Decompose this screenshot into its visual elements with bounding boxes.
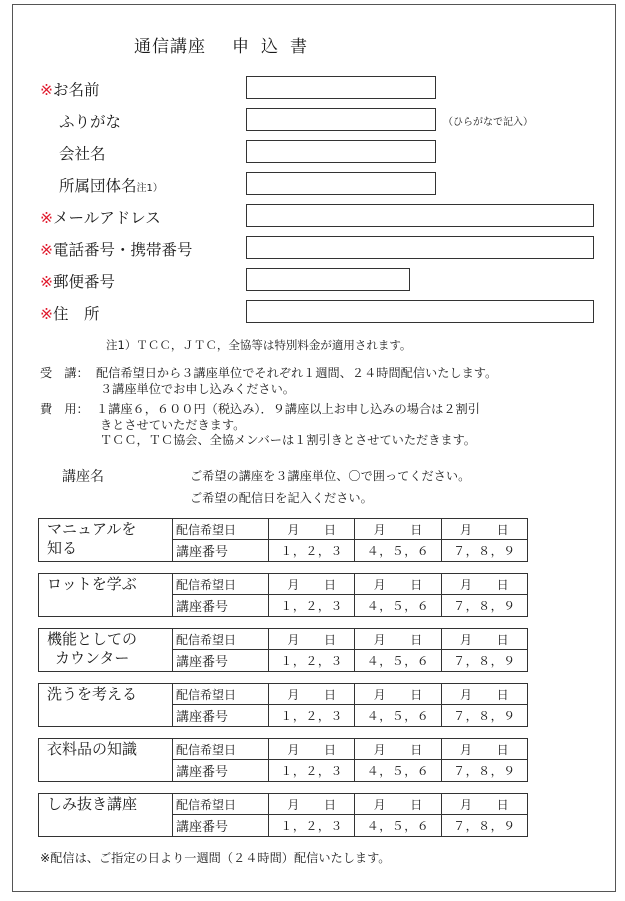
month-label: 月 xyxy=(373,522,386,537)
number-label: 講座番号 xyxy=(173,815,269,836)
course-group-3[interactable]: ７，８，９ xyxy=(453,819,516,833)
attend-info xyxy=(40,366,497,397)
phone-field[interactable] xyxy=(246,236,594,259)
furigana-hint: （ひらがなで記入） xyxy=(443,117,533,128)
course-group-2[interactable]: ４，５，６ xyxy=(355,705,441,726)
date-cell[interactable] xyxy=(442,574,527,594)
number-row xyxy=(173,595,527,616)
number-label: 講座番号 xyxy=(173,540,269,561)
course-name xyxy=(39,794,173,836)
course-group-1[interactable]: １，２，３ xyxy=(269,760,355,781)
course-block xyxy=(38,573,528,617)
month-label: 月 xyxy=(373,577,386,592)
date-cell[interactable] xyxy=(442,794,527,814)
fee-key: 費 用： xyxy=(40,402,89,416)
fee-line-3: ＴＣＣ，ＴＣ協会、全協メンバーは１割引きとさせていただきます。 xyxy=(100,433,476,447)
course-group-3[interactable]: ７，８，９ xyxy=(453,764,516,778)
fee-line-2: きとさせていただきます。 xyxy=(100,417,246,432)
name-label xyxy=(40,78,100,100)
date-cell[interactable] xyxy=(269,739,355,759)
address-field[interactable] xyxy=(246,300,594,323)
day-label: 日 xyxy=(410,632,423,647)
date-cell[interactable] xyxy=(355,794,441,814)
month-label: 月 xyxy=(459,797,472,812)
postal-label xyxy=(40,270,115,292)
date-label: 配信希望日 xyxy=(173,519,269,539)
required-mark: ※ xyxy=(40,305,53,323)
org-field[interactable] xyxy=(246,172,436,195)
number-label: 講座番号 xyxy=(173,595,269,616)
title-main: 通信講座 xyxy=(134,37,206,57)
course-group-3[interactable]: ７，８，９ xyxy=(453,544,516,558)
date-label: 配信希望日 xyxy=(173,794,269,814)
day-label: 日 xyxy=(496,522,509,537)
course-name xyxy=(39,629,173,671)
month-label: 月 xyxy=(287,687,300,702)
note-1: 注1）ＴＣＣ，ＪＴＣ，全協等は特別料金が適用されます。 xyxy=(106,338,412,352)
course-group-3[interactable]: ７，８，９ xyxy=(453,599,516,613)
day-label: 日 xyxy=(410,687,423,702)
number-row xyxy=(173,650,527,671)
month-label: 月 xyxy=(373,687,386,702)
month-label: 月 xyxy=(287,577,300,592)
date-row xyxy=(173,629,527,650)
postal-field[interactable] xyxy=(246,268,410,291)
day-label: 日 xyxy=(323,632,336,647)
name-label-text: お名前 xyxy=(53,81,100,99)
day-label: 日 xyxy=(496,687,509,702)
attend-line-1: 配信希望日から３講座単位でそれぞれ１週間、２４時間配信いたします。 xyxy=(96,366,498,380)
month-label: 月 xyxy=(287,742,300,757)
course-group-2[interactable]: ４，５，６ xyxy=(355,650,441,671)
course-block xyxy=(38,628,528,672)
course-name xyxy=(39,739,173,781)
date-row xyxy=(173,684,527,705)
required-mark: ※ xyxy=(40,81,53,99)
month-label: 月 xyxy=(459,632,472,647)
course-group-1[interactable]: １，２，３ xyxy=(269,540,355,561)
email-field[interactable] xyxy=(246,204,594,227)
course-group-1[interactable]: １，２，３ xyxy=(269,705,355,726)
course-group-3[interactable]: ７，８，９ xyxy=(453,709,516,723)
course-group-2[interactable]: ４，５，６ xyxy=(355,815,441,836)
date-cell[interactable] xyxy=(269,519,355,539)
date-cell[interactable] xyxy=(269,684,355,704)
footnote: ※配信は、ご指定の日より一週間（２４時間）配信いたします。 xyxy=(40,851,391,865)
attend-line-2: ３講座単位でお申し込みください。 xyxy=(100,381,295,396)
day-label: 日 xyxy=(323,522,336,537)
date-cell[interactable] xyxy=(269,794,355,814)
course-group-3[interactable]: ７，８，９ xyxy=(453,654,516,668)
number-row xyxy=(173,760,527,781)
day-label: 日 xyxy=(496,632,509,647)
required-mark: ※ xyxy=(40,241,53,259)
number-row xyxy=(173,540,527,561)
month-label: 月 xyxy=(287,797,300,812)
course-instruction-1: ご希望の講座を３講座単位、〇で囲ってください。 xyxy=(190,469,471,483)
course-block xyxy=(38,738,528,782)
company-field[interactable] xyxy=(246,140,436,163)
day-label: 日 xyxy=(496,797,509,812)
course-name xyxy=(39,684,173,726)
course-name-line-1: 洗うを考える xyxy=(47,685,138,703)
course-group-1[interactable]: １，２，３ xyxy=(269,650,355,671)
date-label: 配信希望日 xyxy=(173,739,269,759)
course-group-1[interactable]: １，２，３ xyxy=(269,815,355,836)
email-label-text: メールアドレス xyxy=(53,209,161,227)
month-label: 月 xyxy=(287,522,300,537)
phone-label xyxy=(40,238,193,260)
date-cell[interactable] xyxy=(355,684,441,704)
date-cell[interactable] xyxy=(269,574,355,594)
required-mark: ※ xyxy=(40,273,53,291)
number-row xyxy=(173,705,527,726)
org-note-mark: 注1） xyxy=(136,183,163,194)
course-name-line-1: しみ抜き講座 xyxy=(47,795,138,813)
day-label: 日 xyxy=(323,797,336,812)
course-group-2[interactable]: ４，５，６ xyxy=(355,595,441,616)
date-row xyxy=(173,574,527,595)
course-name-line-2: 知る xyxy=(47,539,78,557)
month-label: 月 xyxy=(373,742,386,757)
day-label: 日 xyxy=(323,577,336,592)
form-title xyxy=(134,32,319,57)
name-field[interactable] xyxy=(246,76,436,99)
month-label: 月 xyxy=(459,577,472,592)
course-name-line-1: 機能としての xyxy=(47,630,138,648)
attend-key: 受 講： xyxy=(40,366,89,380)
course-name-line-2: カウンター xyxy=(55,649,130,667)
address-label-text: 住 所 xyxy=(53,305,100,323)
number-label: 講座番号 xyxy=(173,705,269,726)
month-label: 月 xyxy=(373,632,386,647)
course-section-header: 講座名 xyxy=(62,469,104,485)
date-cell[interactable] xyxy=(269,629,355,649)
date-label: 配信希望日 xyxy=(173,629,269,649)
date-row xyxy=(173,739,527,760)
day-label: 日 xyxy=(323,687,336,702)
date-cell[interactable] xyxy=(442,739,527,759)
furigana-field[interactable] xyxy=(246,108,436,131)
course-instruction-2: ご希望の配信日を記入ください。 xyxy=(190,491,373,505)
month-label: 月 xyxy=(459,687,472,702)
month-label: 月 xyxy=(287,632,300,647)
course-block xyxy=(38,793,528,837)
number-row xyxy=(173,815,527,836)
month-label: 月 xyxy=(459,522,472,537)
title-sub: 申込書 xyxy=(232,37,319,57)
fee-info xyxy=(40,402,480,449)
day-label: 日 xyxy=(410,577,423,592)
furigana-label: ふりがな xyxy=(59,113,122,131)
course-group-2[interactable]: ４，５，６ xyxy=(355,540,441,561)
date-cell[interactable] xyxy=(355,629,441,649)
number-label: 講座番号 xyxy=(173,650,269,671)
date-cell[interactable] xyxy=(355,574,441,594)
date-cell[interactable] xyxy=(355,739,441,759)
course-group-2[interactable]: ４，５，６ xyxy=(355,760,441,781)
date-row xyxy=(173,794,527,815)
month-label: 月 xyxy=(459,742,472,757)
address-label xyxy=(40,302,100,324)
email-label xyxy=(40,206,161,228)
org-label xyxy=(40,174,163,196)
fee-line-1: １講座６，６００円（税込み）．９講座以上お申し込みの場合は２割引 xyxy=(96,402,480,416)
number-label: 講座番号 xyxy=(173,760,269,781)
course-group-1[interactable]: １，２，３ xyxy=(269,595,355,616)
course-name xyxy=(39,574,173,616)
day-label: 日 xyxy=(410,522,423,537)
course-name-line-1: マニュアルを xyxy=(47,520,137,538)
course-name-line-1: ロットを学ぶ xyxy=(47,575,137,593)
course-block xyxy=(38,518,528,562)
date-row xyxy=(173,519,527,540)
day-label: 日 xyxy=(410,742,423,757)
phone-label-text: 電話番号・携帯番号 xyxy=(53,241,193,259)
course-name-line-1: 衣料品の知識 xyxy=(47,740,138,758)
company-label: 会社名 xyxy=(59,145,106,163)
day-label: 日 xyxy=(496,577,509,592)
required-mark: ※ xyxy=(40,209,53,227)
date-label: 配信希望日 xyxy=(173,574,269,594)
date-label: 配信希望日 xyxy=(173,684,269,704)
date-cell[interactable] xyxy=(355,519,441,539)
day-label: 日 xyxy=(496,742,509,757)
day-label: 日 xyxy=(323,742,336,757)
date-cell[interactable] xyxy=(442,519,527,539)
day-label: 日 xyxy=(410,797,423,812)
month-label: 月 xyxy=(373,797,386,812)
course-block xyxy=(38,683,528,727)
course-name xyxy=(39,519,173,561)
date-cell[interactable] xyxy=(442,629,527,649)
postal-label-text: 郵便番号 xyxy=(53,273,116,291)
org-label-text: 所属団体名 xyxy=(59,177,137,195)
date-cell[interactable] xyxy=(442,684,527,704)
